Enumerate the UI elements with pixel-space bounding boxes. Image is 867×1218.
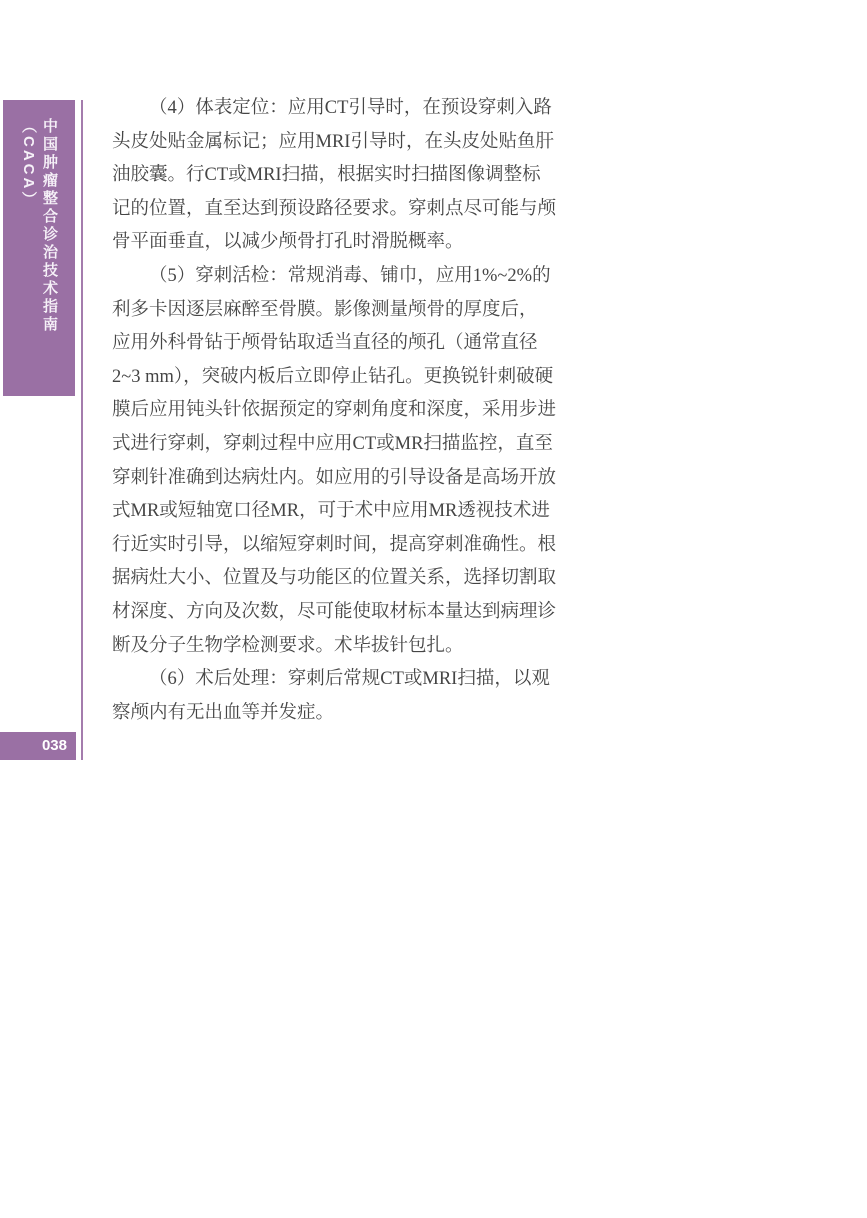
text-line: 行近实时引导，以缩短穿刺时间，提高穿刺准确性。根 [112, 534, 557, 555]
text-line: 察颅内有无出血等并发症。 [112, 702, 335, 723]
sidebar-banner [3, 100, 75, 396]
text-line: 油胶囊。行CT或MRI扫描，根据实时扫描图像调整标 [112, 165, 541, 186]
text-line: 式进行穿刺，穿刺过程中应用CT或MR扫描监控，直至 [112, 433, 553, 454]
text-line: 材深度、方向及次数，尽可能使取材标本量达到病理诊 [112, 601, 557, 622]
text-line: 膜后应用钝头针依据预定的穿刺角度和深度，采用步进 [112, 400, 557, 421]
text-line: 穿刺针准确到达病灶内。如应用的引导设备是高场开放 [112, 467, 557, 488]
text-line: 2~3 mm），突破内板后立即停止钻孔。更换锐针刺破硬 [112, 366, 554, 387]
vertical-divider [81, 100, 83, 760]
text-line: 据病灶大小、位置及与功能区的位置关系，选择切割取 [112, 568, 557, 589]
text-line: （4）体表定位：应用CT引导时，在预设穿刺入路 [149, 98, 552, 118]
text-line: 应用外科骨钻于颅骨钻取适当直径的颅孔（通常直径 [112, 333, 538, 354]
text-line: 骨平面垂直，以减少颅骨打孔时滑脱概率。 [112, 232, 464, 253]
text-line: （5）穿刺活检：常规消毒、铺巾，应用1%~2%的 [149, 265, 551, 286]
text-line: 记的位置，直至达到预设路径要求。穿刺点尽可能与颅 [112, 198, 557, 219]
text-line: （6）术后处理：穿刺后常规CT或MRI扫描，以观 [149, 669, 550, 690]
sidebar-title: 中国肿瘤整合诊治技术指南（CACA） [20, 118, 58, 334]
text-line: 头皮处贴金属标记；应用MRI引导时，在头皮处贴鱼肝 [112, 131, 554, 152]
text-line: 式MR或短轴宽口径MR，可于术中应用MR透视技术进 [112, 501, 550, 522]
page-number-badge: 038 [0, 732, 76, 760]
text-line: 利多卡因逐层麻醉至骨膜。影像测量颅骨的厚度后， [112, 299, 538, 320]
text-block [112, 92, 557, 730]
text-line: 断及分子生物学检测要求。术毕拔针包扎。 [112, 635, 464, 656]
